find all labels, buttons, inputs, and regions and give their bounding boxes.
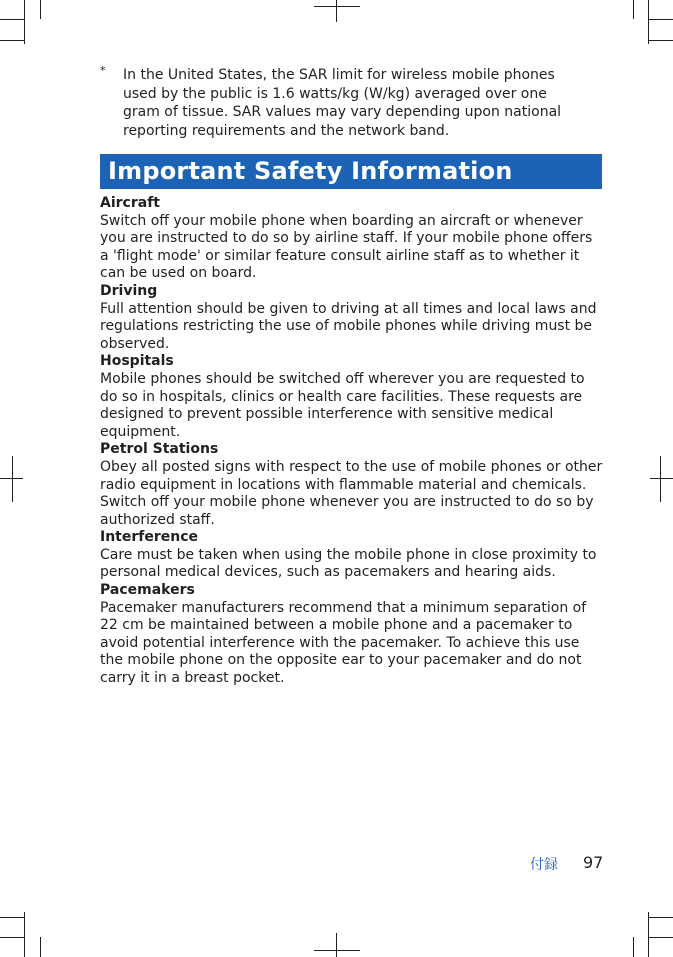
section-heading: Aircraft bbox=[100, 195, 160, 211]
section-body: Mobile phones should be switched off wherever you are requested to do so in hospitals, clinics or health care facilities. These requests are designed to prevent possible interference with sensitive medical equipment. bbox=[100, 370, 585, 440]
section-body: Obey all posted signs with respect to the use of mobile phones or other radio equipment in locations with flammable material and chemicals. Switch off your mobile phone whenever you are instructed to do so by authorized staff. bbox=[100, 458, 603, 528]
section-petrol-stations bbox=[100, 441, 605, 529]
section-aircraft bbox=[100, 195, 605, 283]
section-heading: Petrol Stations bbox=[100, 441, 219, 458]
footnote bbox=[100, 66, 580, 140]
section-body: Care must be taken when using the mobile phone in close proximity to personal medical devices, such as pacemakers and hearing aids. bbox=[100, 546, 597, 581]
safety-sections bbox=[100, 195, 605, 688]
section-heading: Hospitals bbox=[100, 353, 174, 370]
section-heading: Pacemakers bbox=[100, 582, 195, 599]
section-driving bbox=[100, 283, 605, 353]
footer-label: 付録 bbox=[530, 857, 558, 873]
section-hospitals bbox=[100, 353, 605, 441]
section-heading: Driving bbox=[100, 282, 158, 299]
section-interference bbox=[100, 529, 605, 582]
footnote-marker: * bbox=[100, 64, 106, 77]
section-body: Switch off your mobile phone when boarding an aircraft or whenever you are instructed to do so by airline staff. If your mobile phone offers a 'flight mode' or similar feature consult airline staff as to whether it can be used on board. bbox=[100, 212, 593, 282]
section-body: Full attention should be given to driving at all times and local laws and regulations restricting the use of mobile phones while driving must be observed. bbox=[100, 300, 597, 352]
section-body: Pacemaker manufacturers recommend that a minimum separation of 22 cm be maintained between a mobile phone and a pacemaker to avoid potential interference with the pacemaker. To achieve this use the mobile phone on the opposite ear to your pacemaker and do not carry it in a breast pocket. bbox=[100, 599, 587, 687]
page-number: 97 bbox=[583, 853, 604, 872]
section-heading: Interference bbox=[100, 529, 199, 546]
section-banner: Important Safety Information bbox=[100, 154, 602, 189]
section-pacemakers bbox=[100, 582, 605, 688]
footnote-text: In the United States, the SAR limit for wireless mobile phones used by the public is 1.6 watts/kg (W/kg) averaged over one gram of tissue. SAR values may vary depending upon national reporting requirements and the network band. bbox=[123, 67, 562, 139]
